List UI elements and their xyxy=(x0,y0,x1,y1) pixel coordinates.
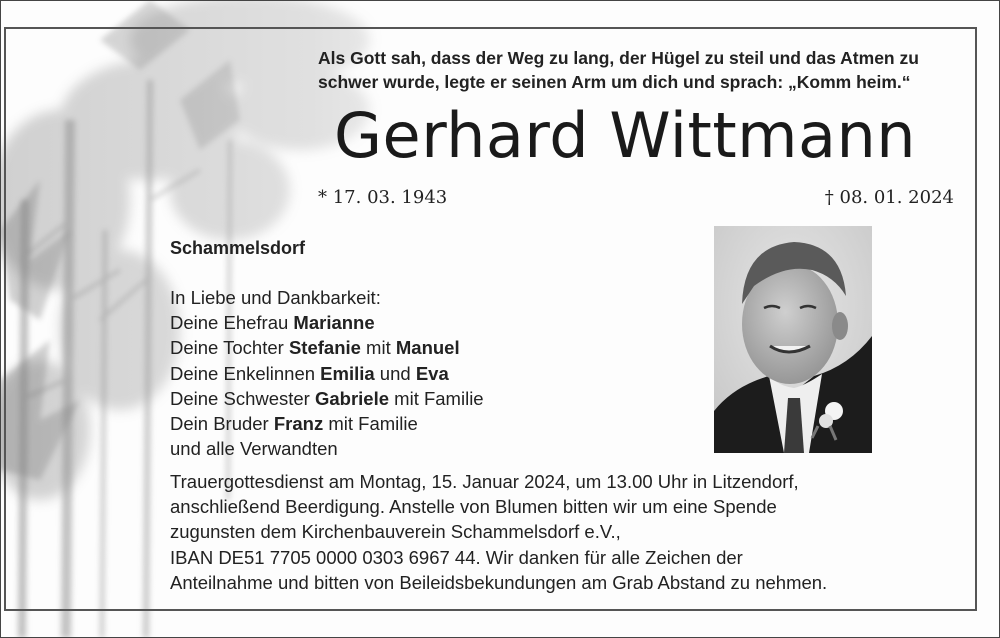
deceased-name: Gerhard Wittmann xyxy=(334,99,917,172)
portrait-image xyxy=(714,226,872,453)
notice-line: zugunsten dem Kirchenbauverein Schammelsdorf e.V., xyxy=(170,521,621,543)
family-intro: In Liebe und Dankbarkeit: xyxy=(170,287,381,308)
hometown: Schammelsdorf xyxy=(170,238,306,258)
service-notice xyxy=(170,469,960,595)
verse-line: Als Gott sah, dass der Weg zu lang, der Hügel zu steil und das Atmen zu xyxy=(318,48,919,68)
memorial-verse xyxy=(318,46,968,94)
notice-line: IBAN DE51 7705 0000 0303 6967 44. Wir danken für alle Zeichen der xyxy=(170,546,743,568)
verse-line: schwer wurde, legte er seinen Arm um dich und sprach: „Komm heim.“ xyxy=(318,72,911,92)
family-line: Deine Tochter Stefanie mit Manuel xyxy=(170,337,460,359)
notice-line: Anteilnahme und bitten von Beileidsbekundungen am Grab Abstand zu nehmen. xyxy=(170,571,828,593)
birth-date: * 17. 03. 1943 xyxy=(318,187,448,208)
family-closing: und alle Verwandten xyxy=(170,438,338,460)
notice-line: Trauergottesdienst am Montag, 15. Januar 2024, um 13.00 Uhr in Litzendorf, xyxy=(170,471,799,492)
family-line: Deine Schwester Gabriele mit Familie xyxy=(170,387,484,409)
family-line: Dein Bruder Franz mit Familie xyxy=(170,413,418,435)
family-list xyxy=(170,285,690,461)
death-date: † 08. 01. 2024 xyxy=(824,187,954,208)
family-line: Deine Ehefrau Marianne xyxy=(170,312,375,334)
notice-line: anschließend Beerdigung. Anstelle von Blumen bitten wir um eine Spende xyxy=(170,496,777,518)
portrait-photo xyxy=(714,226,872,453)
family-line: Deine Enkelinnen Emilia und Eva xyxy=(170,362,449,384)
